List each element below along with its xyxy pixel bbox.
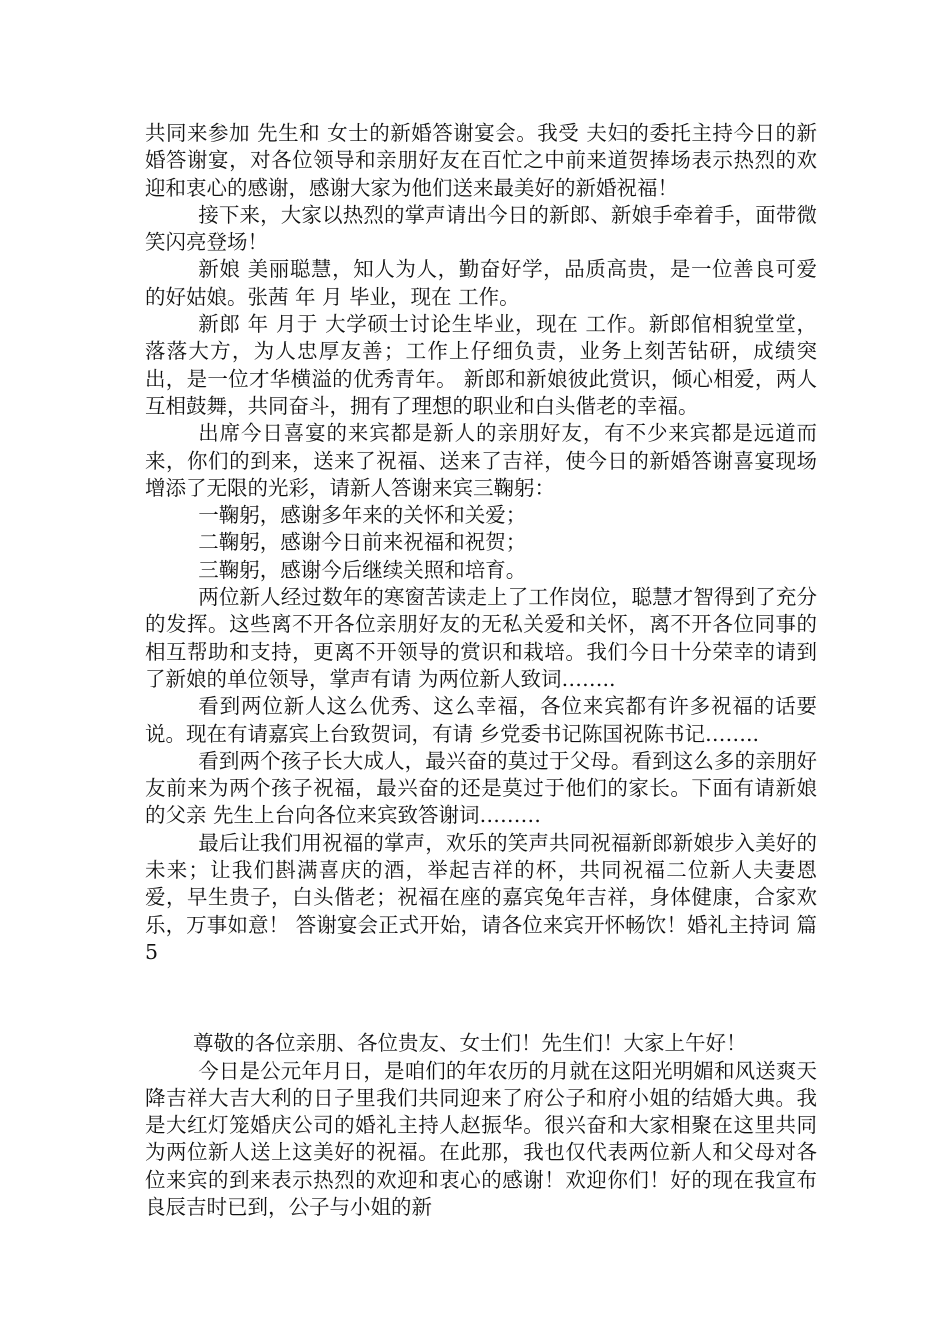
section-gap xyxy=(145,966,817,1030)
paragraph-entrance: 接下来，大家以热烈的掌声请出今日的新郎、新娘手牵着手，面带微笑闪亮登场！ xyxy=(145,202,817,255)
paragraph-leader: 两位新人经过数年的寒窗苦读走上了工作岗位，聪慧才智得到了充分的发挥。这些离不开各位亲朋好友的无私关爱和关怀，离不开各位同事的相互帮助和支持，更离不开领导的赏识和栽培。我们今日十分荣幸的请到了新娘的单位领导，掌声有请 为两位新人致词…….. xyxy=(145,585,817,691)
bow-item-2: 二鞠躬，感谢今日前来祝福和祝贺； xyxy=(198,530,527,555)
paragraph-parents: 看到两个孩子长大成人，最兴奋的莫过于父母。看到这么多的亲朋好友前来为两个孩子祝福，最兴奋的还是莫过于他们的家长。下面有请新娘的父亲 先生上台向各位来宾致答谢词……… xyxy=(145,748,817,828)
paragraph-guests: 出席今日喜宴的来宾都是新人的亲朋好友，有不少来宾都是远道而来，你们的到来，送来了祝福、送来了吉祥，使今日的新婚答谢喜宴现场增添了无限的光彩，请新人答谢来宾三鞠躬： xyxy=(145,421,817,500)
paragraph-bride: 新娘 美丽聪慧，知人为人，勤奋好学，品质高贵，是一位善良可爱的好姑娘。张茜 年 月 毕业，现在 工作。 xyxy=(145,257,817,309)
paragraph-ceremony: 今日是公元年月日，是咱们的年农历的月就在这阳光明媚和风送爽天降吉祥大吉大利的日子里我们共同迎来了府公子和府小姐的结婚大典。我是大红灯笼婚庆公司的婚礼主持人赵振华。很兴奋和大家相聚在这里共同为两位新人送上这美好的祝福。在此那，我也仅代表两位新人和父母对各位来宾的到来表示热烈的欢迎和衷心的感谢！欢迎你们！好的现在我宣布良辰吉时已到，公子与小姐的新 xyxy=(145,1058,817,1219)
bow-item-1: 一鞠躬，感谢多年来的关怀和关爱； xyxy=(198,503,527,528)
salutation-line: 尊敬的各位亲朋、各位贵友、女士们！先生们！大家上午好！ xyxy=(193,1031,747,1056)
paragraph-opening: 共同来参加 先生和 女士的新婚答谢宴会。我受 夫妇的委托主持今日的新婚答谢宴，对各位领导和亲朋好友在百忙之中前来道贺捧场表示热烈的欢迎和衷心的感谢，感谢大家为他们送来最美好的新婚祝福！ xyxy=(145,121,817,200)
document-page xyxy=(145,120,817,1221)
paragraph-guest-speech: 看到两位新人这么优秀、这么幸福，各位来宾都有许多祝福的话要说。现在有请嘉宾上台致贺词，有请 乡党委书记陈国祝陈书记…….. xyxy=(145,694,817,746)
bow-item-3: 三鞠躬，感谢今后继续关照和培育。 xyxy=(198,557,527,582)
paragraph-groom: 新郎 年 月于 大学硕士讨论生毕业，现在 工作。新郎倌相貌堂堂，落落大方，为人忠厚友善；工作上仔细负责，业务上刻苦钻研，成绩突出，是一位才华横溢的优秀青年。 新郎和新娘彼此赏识，倾心相爱，两人互相鼓舞，共同奋斗，拥有了理想的职业和白头偕老的幸福。 xyxy=(145,312,817,418)
paragraph-closing-toast: 最后让我们用祝福的掌声，欢乐的笑声共同祝福新郎新娘步入美好的未来；让我们斟满喜庆的酒，举起吉祥的杯，共同祝福二位新人夫妻恩爱，早生贵子，白头偕老；祝福在座的嘉宾兔年吉祥，身体健康，合家欢乐，万事如意！ 答谢宴会正式开始，请各位来宾开怀畅饮！婚礼主持词 篇5 xyxy=(145,830,817,964)
